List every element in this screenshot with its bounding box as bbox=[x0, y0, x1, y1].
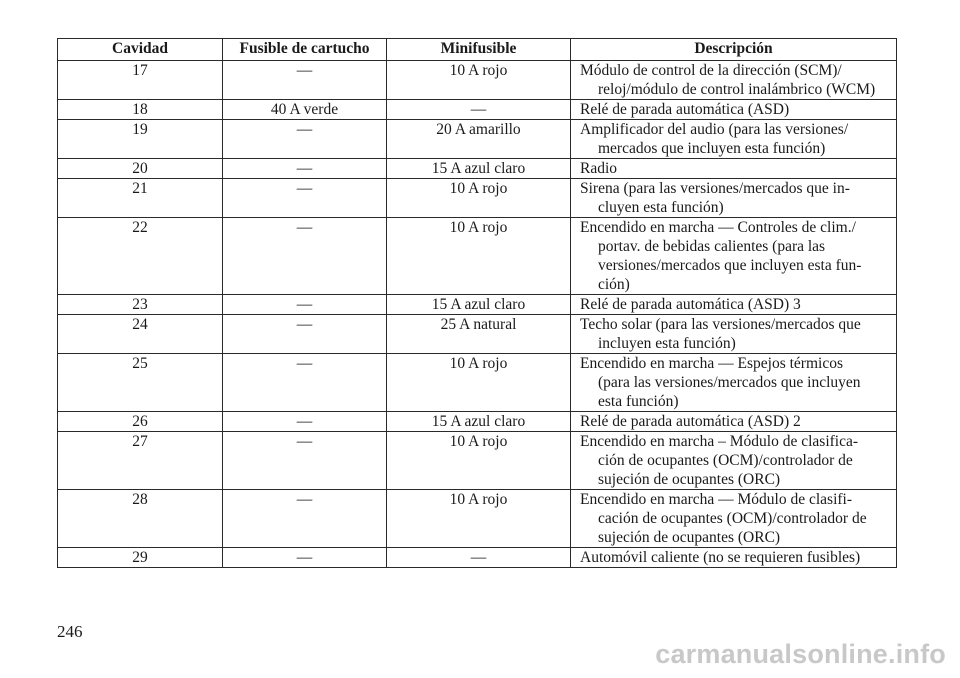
cell-mini-fuse: 15 A azul claro bbox=[387, 412, 571, 432]
description-line: cluyen esta función) bbox=[598, 199, 724, 216]
table-row bbox=[58, 159, 897, 179]
description-line: Relé de parada automática (ASD) bbox=[580, 101, 790, 118]
description-line: esta función) bbox=[598, 393, 679, 410]
cell-mini-fuse: — bbox=[387, 548, 571, 568]
table-row bbox=[58, 354, 897, 412]
cell-cartridge-fuse: — bbox=[223, 432, 387, 490]
cell-cartridge-fuse: — bbox=[223, 218, 387, 295]
table-row bbox=[58, 548, 897, 568]
table-row bbox=[58, 432, 897, 490]
description-line: reloj/módulo de control inalámbrico (WCM) bbox=[598, 81, 876, 98]
cell-description bbox=[571, 315, 897, 354]
cell-mini-fuse: 10 A rojo bbox=[387, 218, 571, 295]
cell-cavity: 25 bbox=[58, 354, 223, 412]
cell-cavity: 24 bbox=[58, 315, 223, 354]
cell-cartridge-fuse: 40 A verde bbox=[223, 100, 387, 120]
cell-cartridge-fuse: — bbox=[223, 490, 387, 548]
cell-mini-fuse: 10 A rojo bbox=[387, 61, 571, 100]
cell-description bbox=[571, 548, 897, 568]
cell-cavity: 17 bbox=[58, 61, 223, 100]
cell-description bbox=[571, 412, 897, 432]
header-cavity: Cavidad bbox=[58, 39, 223, 61]
cell-cavity: 19 bbox=[58, 120, 223, 159]
cell-cartridge-fuse: — bbox=[223, 120, 387, 159]
description-line: Módulo de control de la dirección (SCM)/ bbox=[580, 62, 842, 79]
cell-cavity: 22 bbox=[58, 218, 223, 295]
cell-description bbox=[571, 218, 897, 295]
cell-mini-fuse: 15 A azul claro bbox=[387, 159, 571, 179]
cell-cartridge-fuse: — bbox=[223, 295, 387, 315]
description-line: Amplificador del audio (para las versiones/ bbox=[580, 121, 849, 138]
cell-description bbox=[571, 120, 897, 159]
watermark: carmanualsonline.info bbox=[655, 639, 946, 669]
cell-cavity: 26 bbox=[58, 412, 223, 432]
cell-mini-fuse: 10 A rojo bbox=[387, 354, 571, 412]
page-number: 246 bbox=[57, 622, 83, 641]
description-line: (para las versiones/mercados que incluyen bbox=[598, 374, 861, 391]
cell-cavity: 28 bbox=[58, 490, 223, 548]
description-line: Techo solar (para las versiones/mercados que bbox=[580, 316, 861, 333]
cell-cartridge-fuse: — bbox=[223, 179, 387, 218]
cell-mini-fuse: — bbox=[387, 100, 571, 120]
header-mini-fuse: Minifusible bbox=[387, 39, 571, 61]
cell-description bbox=[571, 490, 897, 548]
description-line: Sirena (para las versiones/mercados que in- bbox=[580, 180, 850, 197]
description-line: portav. de bebidas calientes (para las bbox=[598, 238, 826, 255]
fuse-table bbox=[57, 38, 897, 568]
table-row bbox=[58, 412, 897, 432]
cell-cavity: 29 bbox=[58, 548, 223, 568]
table-header-row bbox=[58, 39, 897, 61]
description-line: Automóvil caliente (no se requieren fusibles) bbox=[580, 549, 861, 566]
cell-description bbox=[571, 159, 897, 179]
description-line: cación de ocupantes (OCM)/controlador de bbox=[598, 510, 867, 527]
description-line: sujeción de ocupantes (ORC) bbox=[598, 529, 781, 546]
cell-cartridge-fuse: — bbox=[223, 61, 387, 100]
cell-mini-fuse: 15 A azul claro bbox=[387, 295, 571, 315]
description-line: Encendido en marcha – Módulo de clasifica- bbox=[580, 433, 859, 450]
cell-cavity: 27 bbox=[58, 432, 223, 490]
cell-cavity: 18 bbox=[58, 100, 223, 120]
table-row bbox=[58, 490, 897, 548]
description-line: mercados que incluyen esta función) bbox=[598, 140, 826, 157]
table-row bbox=[58, 295, 897, 315]
table-row bbox=[58, 218, 897, 295]
cell-description bbox=[571, 100, 897, 120]
cell-description bbox=[571, 179, 897, 218]
table-row bbox=[58, 100, 897, 120]
cell-mini-fuse: 10 A rojo bbox=[387, 179, 571, 218]
cell-cartridge-fuse: — bbox=[223, 412, 387, 432]
cell-cartridge-fuse: — bbox=[223, 315, 387, 354]
cell-description bbox=[571, 295, 897, 315]
cell-description bbox=[571, 354, 897, 412]
cell-cavity: 20 bbox=[58, 159, 223, 179]
cell-cartridge-fuse: — bbox=[223, 159, 387, 179]
description-line: Encendido en marcha — Controles de clim./ bbox=[580, 219, 856, 236]
description-line: sujeción de ocupantes (ORC) bbox=[598, 471, 781, 488]
cell-cavity: 21 bbox=[58, 179, 223, 218]
description-line: Radio bbox=[580, 160, 618, 177]
header-description: Descripción bbox=[571, 39, 897, 61]
table-body bbox=[58, 61, 897, 568]
cell-cartridge-fuse: — bbox=[223, 354, 387, 412]
table-row bbox=[58, 61, 897, 100]
table-row bbox=[58, 179, 897, 218]
table-row bbox=[58, 120, 897, 159]
cell-cartridge-fuse: — bbox=[223, 548, 387, 568]
description-line: ción) bbox=[598, 276, 630, 293]
cell-mini-fuse: 10 A rojo bbox=[387, 490, 571, 548]
description-line: versiones/mercados que incluyen esta fun- bbox=[598, 257, 862, 274]
cell-description bbox=[571, 61, 897, 100]
cell-mini-fuse: 25 A natural bbox=[387, 315, 571, 354]
cell-cavity: 23 bbox=[58, 295, 223, 315]
cell-mini-fuse: 20 A amarillo bbox=[387, 120, 571, 159]
description-line: Relé de parada automática (ASD) 3 bbox=[580, 296, 801, 313]
description-line: ción de ocupantes (OCM)/controlador de bbox=[598, 452, 853, 469]
cell-mini-fuse: 10 A rojo bbox=[387, 432, 571, 490]
description-line: Encendido en marcha — Espejos térmicos bbox=[580, 355, 843, 372]
cell-description bbox=[571, 432, 897, 490]
description-line: Relé de parada automática (ASD) 2 bbox=[580, 413, 801, 430]
header-cartridge-fuse: Fusible de cartucho bbox=[223, 39, 387, 61]
description-line: Encendido en marcha — Módulo de clasifi- bbox=[580, 491, 853, 508]
description-line: incluyen esta función) bbox=[598, 335, 736, 352]
table-row bbox=[58, 315, 897, 354]
